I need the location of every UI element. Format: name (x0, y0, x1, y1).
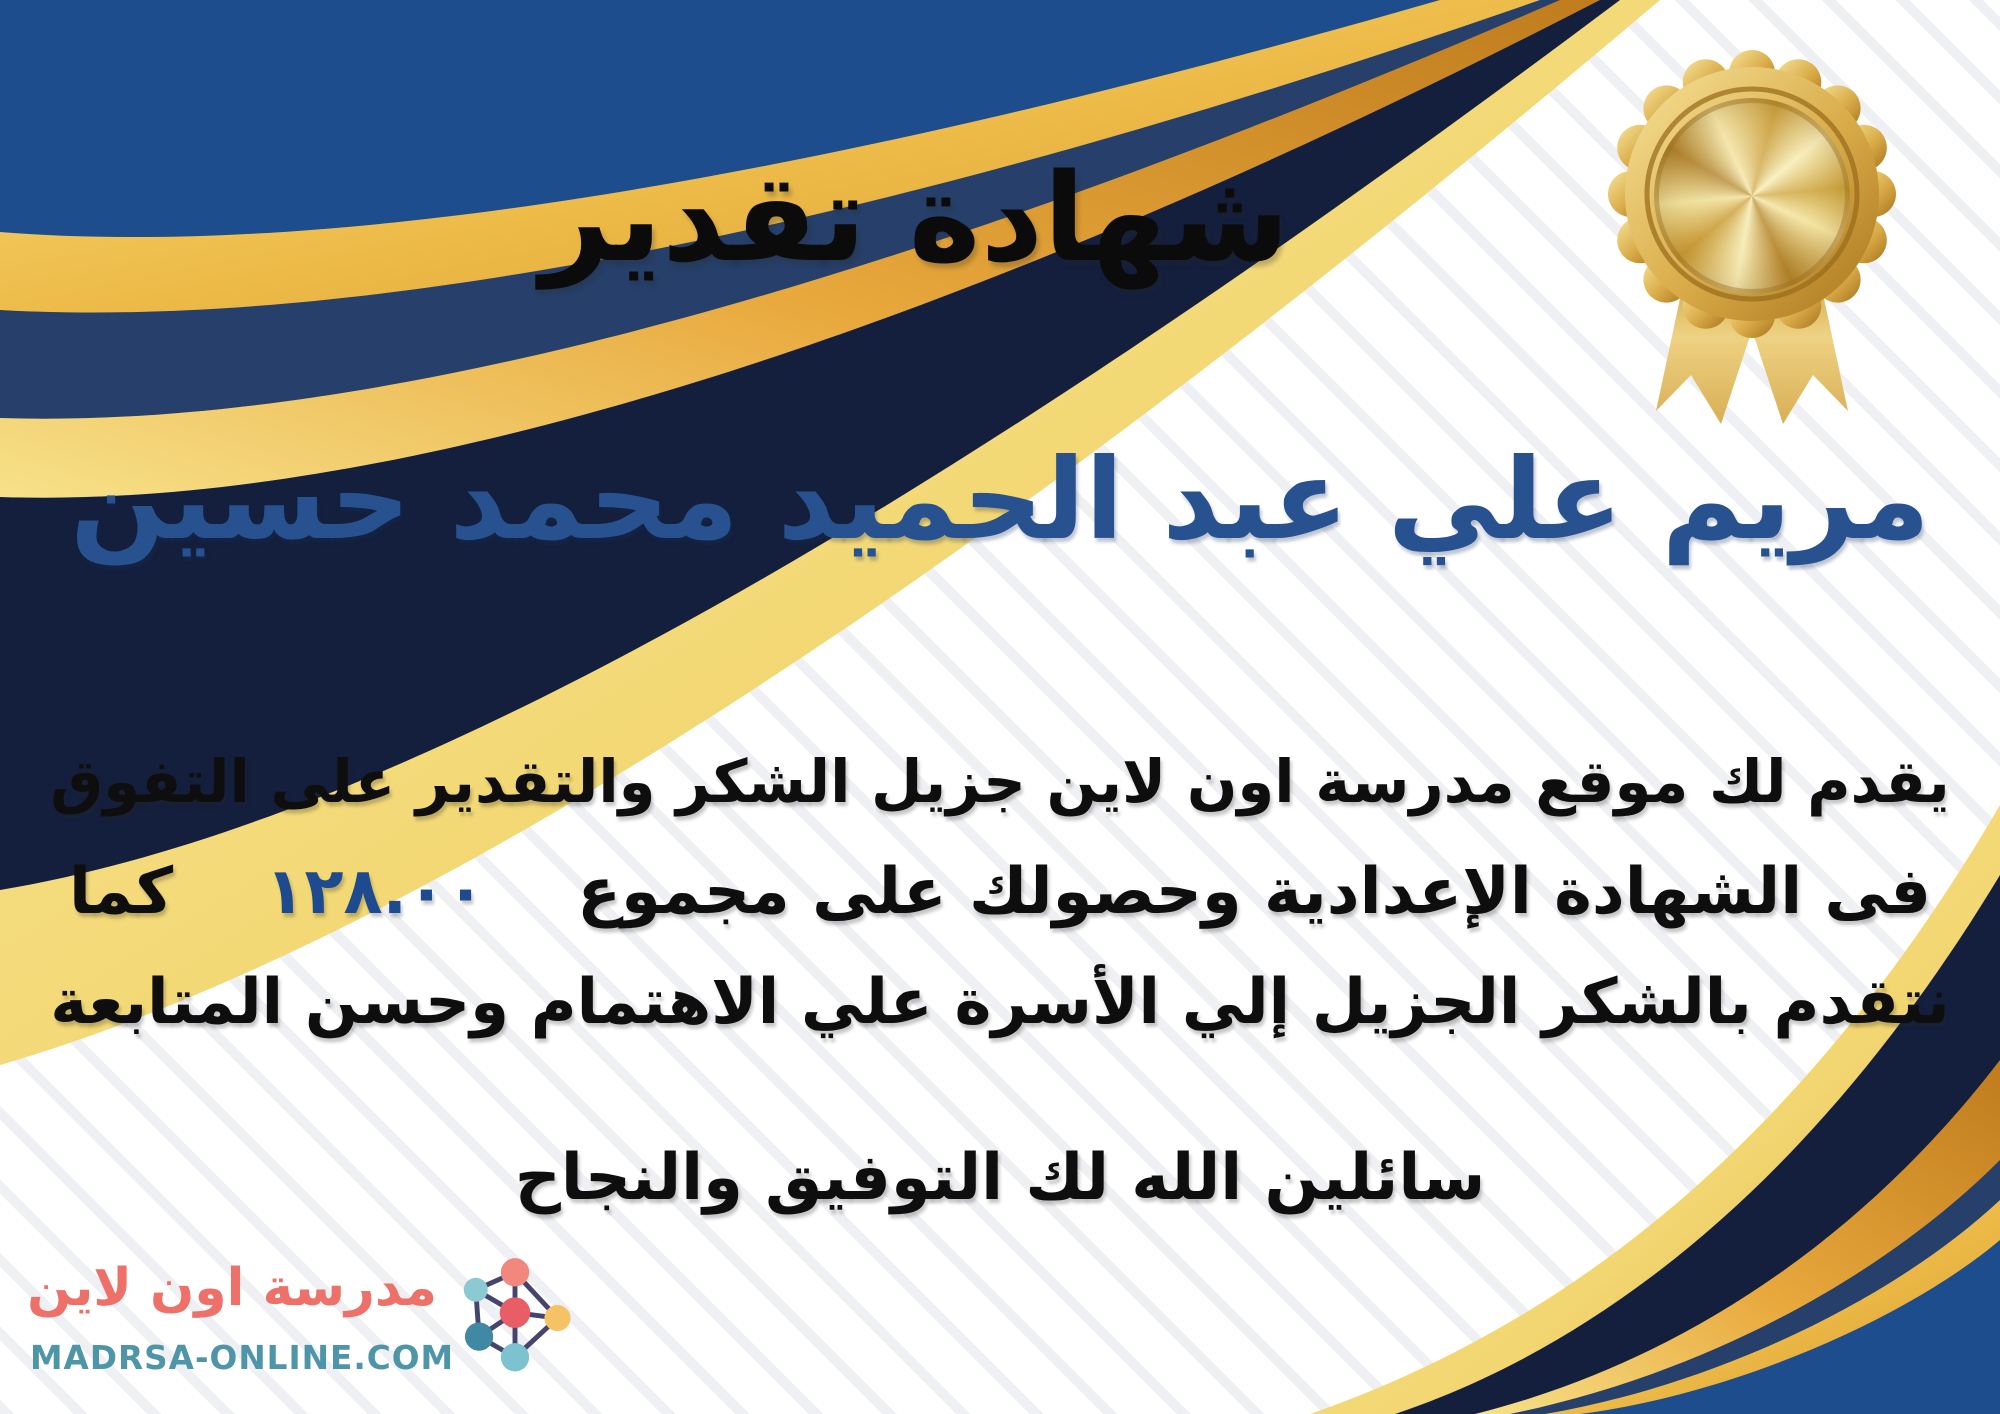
closing-row (0, 1122, 2000, 1250)
brand-domain-row (30, 1326, 454, 1396)
recipient-name: مريم علي عبد الحميد محمد حسين (70, 435, 1930, 565)
network-logo-icon (449, 1256, 581, 1378)
body-line-1: يقدم لك موقع مدرسة اون لاين جزيل الشكر والتقدير على التفوق (50, 747, 1950, 816)
name-row (0, 398, 2000, 635)
brand-name-arabic-row (27, 1252, 437, 1336)
closing-line: سائلين الله لك التوفيق والنجاح (514, 1141, 1486, 1215)
body-line-2-tail: كما (68, 855, 174, 929)
body-line-2 (69, 836, 1931, 948)
brand-footer (22, 1252, 587, 1410)
page-title: شهادة تقدير (540, 147, 1290, 289)
body-line-1-row (0, 726, 2000, 853)
body-line-2-row (0, 836, 2000, 964)
body-line-3-row (0, 946, 2000, 1074)
title-row (0, 138, 1830, 335)
total-score: ١٢٨.٠٠ (265, 855, 485, 929)
brand-name-arabic: مدرسة اون لاين (27, 1258, 437, 1318)
body-line-2-text: فى الشهادة الإعدادية وحصولك على مجموع (577, 855, 1932, 929)
body-line-3: نتقدم بالشكر الجزيل إلي الأسرة علي الاهتمام وحسن المتابعة (50, 965, 1950, 1038)
brand-domain: MADRSA-ONLINE.COM (30, 1339, 455, 1377)
